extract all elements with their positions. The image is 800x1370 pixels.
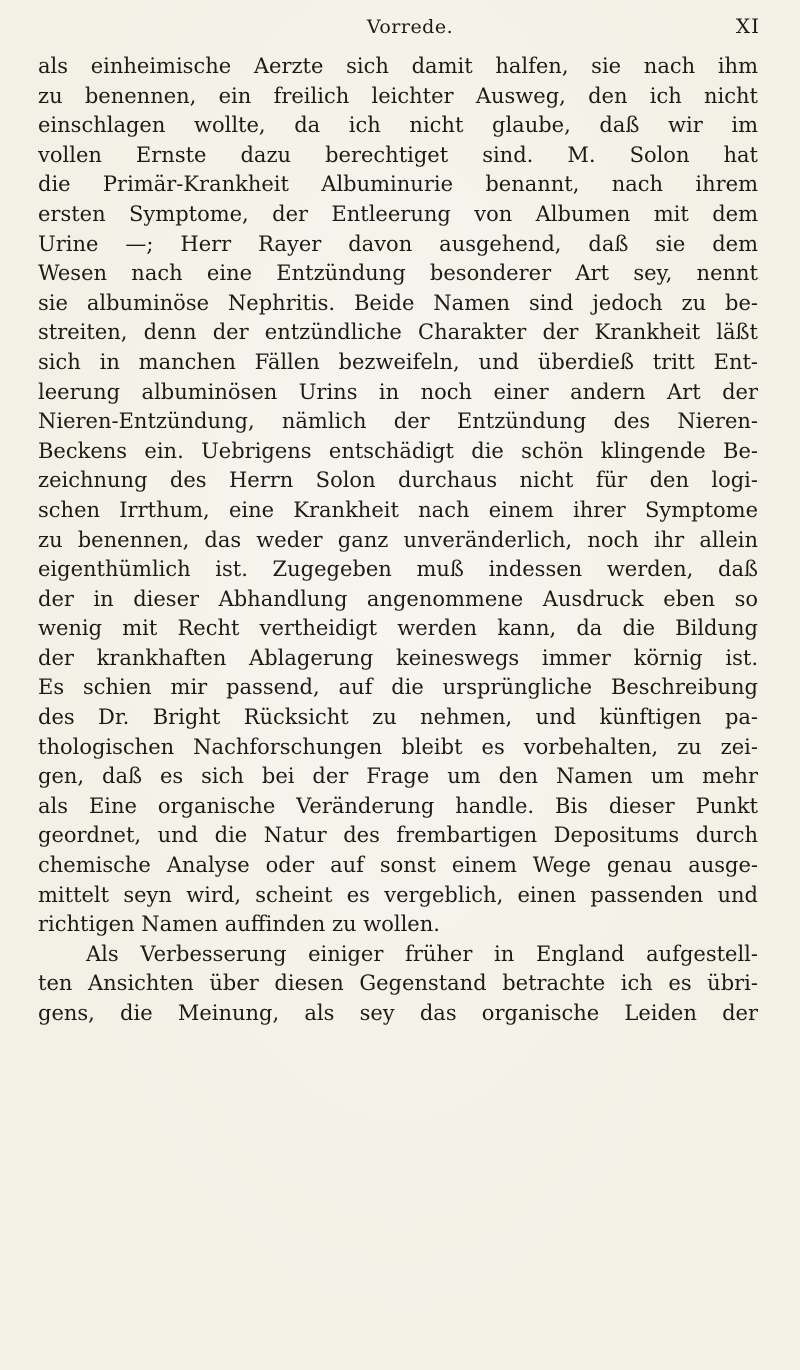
text-line: des Dr. Bright Rücksicht zu nehmen, und künftigen pa-	[38, 705, 758, 730]
text-line: sich in manchen Fällen bezweifeln, und überdieß tritt Ent-	[38, 349, 758, 374]
text-line: leerung albuminösen Urins in noch einer andern Art der	[38, 379, 758, 404]
text-line: ersten Symptome, der Entleerung von Albumen mit dem	[38, 201, 758, 226]
text-line: wenig mit Recht vertheidigt werden kann, da die Bildung	[38, 616, 758, 641]
running-head	[60, 10, 760, 44]
text-line: vollen Ernste dazu berechtiget sind. M. Solon hat	[38, 142, 758, 167]
text-line: Wesen nach eine Entzündung besonderer Art sey, nennt	[38, 261, 758, 286]
text-line: sie albuminöse Nephritis. Beide Namen sind jedoch zu be-	[38, 290, 758, 315]
text-line: Als Verbesserung einiger früher in England aufgestell-	[86, 941, 758, 966]
text-line: zu benennen, das weder ganz unveränderlich, noch ihr allein	[38, 527, 758, 552]
text-line: thologischen Nachforschungen bleibt es vorbehalten, zu zei-	[38, 734, 758, 759]
text-line: schen Irrthum, eine Krankheit nach einem ihrer Symptome	[38, 497, 758, 522]
text-line: der krankhaften Ablagerung keineswegs immer körnig ist.	[38, 645, 758, 670]
text-line: der in dieser Abhandlung angenommene Ausdruck eben so	[38, 586, 758, 611]
text-line: chemische Analyse oder auf sonst einem Wege genau ausge-	[38, 853, 758, 878]
running-head-title: Vorrede.	[366, 16, 454, 38]
text-line: Nieren-Entzündung, nämlich der Entzündung des Nieren-	[38, 409, 758, 434]
body-text	[38, 52, 758, 1029]
text-line: geordnet, und die Natur des frembartigen Depositums durch	[38, 823, 758, 848]
text-line: gen, daß es sich bei der Frage um den Namen um mehr	[38, 764, 758, 789]
text-line: einschlagen wollte, da ich nicht glaube, daß wir im	[38, 113, 758, 138]
text-line: mittelt seyn wird, scheint es vergeblich, einen passenden und	[38, 882, 758, 907]
text-line: Es schien mir passend, auf die ursprüngliche Beschreibung	[38, 675, 758, 700]
page-number: XI	[735, 14, 760, 38]
text-line: als einheimische Aerzte sich damit halfen, sie nach ihm	[38, 54, 758, 78]
text-line: als Eine organische Veränderung handle. Bis dieser Punkt	[38, 793, 758, 818]
text-line: streiten, denn der entzündliche Charakter der Krankheit läßt	[38, 320, 758, 345]
text-line: ten Ansichten über diesen Gegenstand betrachte ich es übri-	[38, 971, 758, 996]
text-line: Urine —; Herr Rayer davon ausgehend, daß sie dem	[38, 231, 758, 256]
text-line: zeichnung des Herrn Solon durchaus nicht für den logi-	[38, 468, 758, 493]
text-line: die Primär-Krankheit Albuminurie benannt, nach ihrem	[38, 172, 758, 197]
text-line: eigenthümlich ist. Zugegeben muß indessen werden, daß	[38, 557, 758, 582]
text-line: Beckens ein. Uebrigens entschädigt die schön klingende Be-	[38, 438, 758, 463]
text-line: zu benennen, ein freilich leichter Ausweg, den ich nicht	[38, 83, 758, 108]
text-line: richtigen Namen auffinden zu wollen.	[38, 912, 440, 937]
text-line: gens, die Meinung, als sey das organische Leiden der	[38, 1001, 758, 1025]
